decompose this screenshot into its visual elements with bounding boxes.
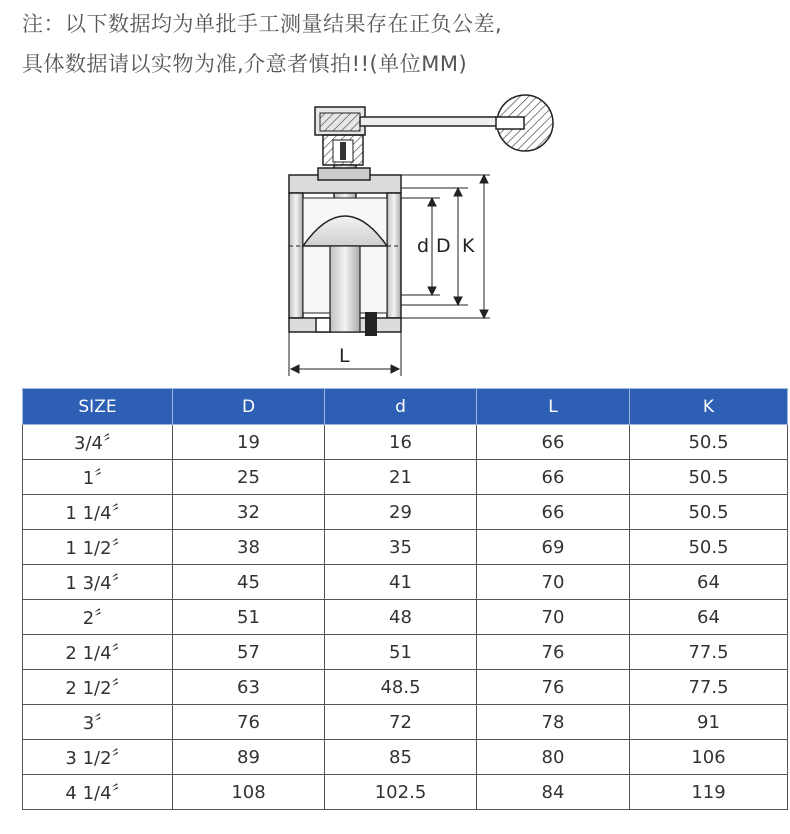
table-cell: 78	[477, 705, 630, 740]
table-cell: 3/4〞	[23, 425, 173, 460]
table-cell: 80	[477, 740, 630, 775]
table-cell: 3 1/2〞	[23, 740, 173, 775]
table-cell: 1 3/4〞	[23, 565, 173, 600]
table-cell: 84	[477, 775, 630, 810]
table-cell: 77.5	[630, 635, 788, 670]
note-line-2: 具体数据请以实物为准,介意者慎拍!!(单位MM)	[22, 52, 468, 76]
header-K: K	[630, 389, 788, 425]
table-cell: 85	[325, 740, 477, 775]
table-row	[23, 495, 788, 530]
dim-label-K: K	[462, 235, 475, 257]
valve-drawing	[0, 90, 790, 382]
table-cell: 41	[325, 565, 477, 600]
header-D: D	[173, 389, 325, 425]
table-cell: 50.5	[630, 460, 788, 495]
table-cell: 38	[173, 530, 325, 565]
table-cell: 1 1/2〞	[23, 530, 173, 565]
table-cell: 119	[630, 775, 788, 810]
table-row	[23, 740, 788, 775]
table-cell: 25	[173, 460, 325, 495]
header-L: L	[477, 389, 630, 425]
table-row	[23, 460, 788, 495]
table-cell: 91	[630, 705, 788, 740]
table-cell: 70	[477, 600, 630, 635]
table-cell: 63	[173, 670, 325, 705]
table-row	[23, 635, 788, 670]
table-cell: 29	[325, 495, 477, 530]
dim-label-D: D	[436, 235, 451, 257]
table-cell: 2〞	[23, 600, 173, 635]
table-row	[23, 425, 788, 460]
dim-label-d: d	[417, 235, 430, 257]
table-cell: 32	[173, 495, 325, 530]
table-cell: 57	[173, 635, 325, 670]
table-cell: 35	[325, 530, 477, 565]
note-line-1: 注：以下数据均为单批手工测量结果存在正负公差,	[22, 12, 503, 36]
table-cell: 48	[325, 600, 477, 635]
table-cell: 51	[173, 600, 325, 635]
table-cell: 16	[325, 425, 477, 460]
table-cell: 48.5	[325, 670, 477, 705]
table-cell: 4 1/4〞	[23, 775, 173, 810]
table-cell: 50.5	[630, 495, 788, 530]
table-cell: 64	[630, 600, 788, 635]
table-cell: 108	[173, 775, 325, 810]
table-cell: 72	[325, 705, 477, 740]
header-d: d	[325, 389, 477, 425]
table-cell: 102.5	[325, 775, 477, 810]
table-cell: 50.5	[630, 530, 788, 565]
table-cell: 19	[173, 425, 325, 460]
table-cell: 51	[325, 635, 477, 670]
header-size: SIZE	[23, 389, 173, 425]
table-row	[23, 670, 788, 705]
table-cell: 2 1/4〞	[23, 635, 173, 670]
spec-table	[22, 388, 788, 810]
table-row	[23, 600, 788, 635]
table-cell: 21	[325, 460, 477, 495]
table-cell: 64	[630, 565, 788, 600]
table-cell: 1 1/4〞	[23, 495, 173, 530]
table-cell: 1〞	[23, 460, 173, 495]
table-row	[23, 565, 788, 600]
table-cell: 77.5	[630, 670, 788, 705]
table-cell: 66	[477, 460, 630, 495]
table-cell: 45	[173, 565, 325, 600]
table-cell: 76	[173, 705, 325, 740]
table-cell: 70	[477, 565, 630, 600]
table-cell: 76	[477, 670, 630, 705]
table-cell: 66	[477, 495, 630, 530]
table-cell: 50.5	[630, 425, 788, 460]
table-row	[23, 705, 788, 740]
table-cell: 66	[477, 425, 630, 460]
table-cell: 69	[477, 530, 630, 565]
table-cell: 3〞	[23, 705, 173, 740]
table-row	[23, 775, 788, 810]
table-cell: 76	[477, 635, 630, 670]
dim-label-L: L	[339, 345, 350, 367]
valve-body	[289, 168, 401, 336]
table-header-row	[23, 389, 788, 425]
table-cell: 89	[173, 740, 325, 775]
table-cell: 2 1/2〞	[23, 670, 173, 705]
table-cell: 106	[630, 740, 788, 775]
table-row	[23, 530, 788, 565]
